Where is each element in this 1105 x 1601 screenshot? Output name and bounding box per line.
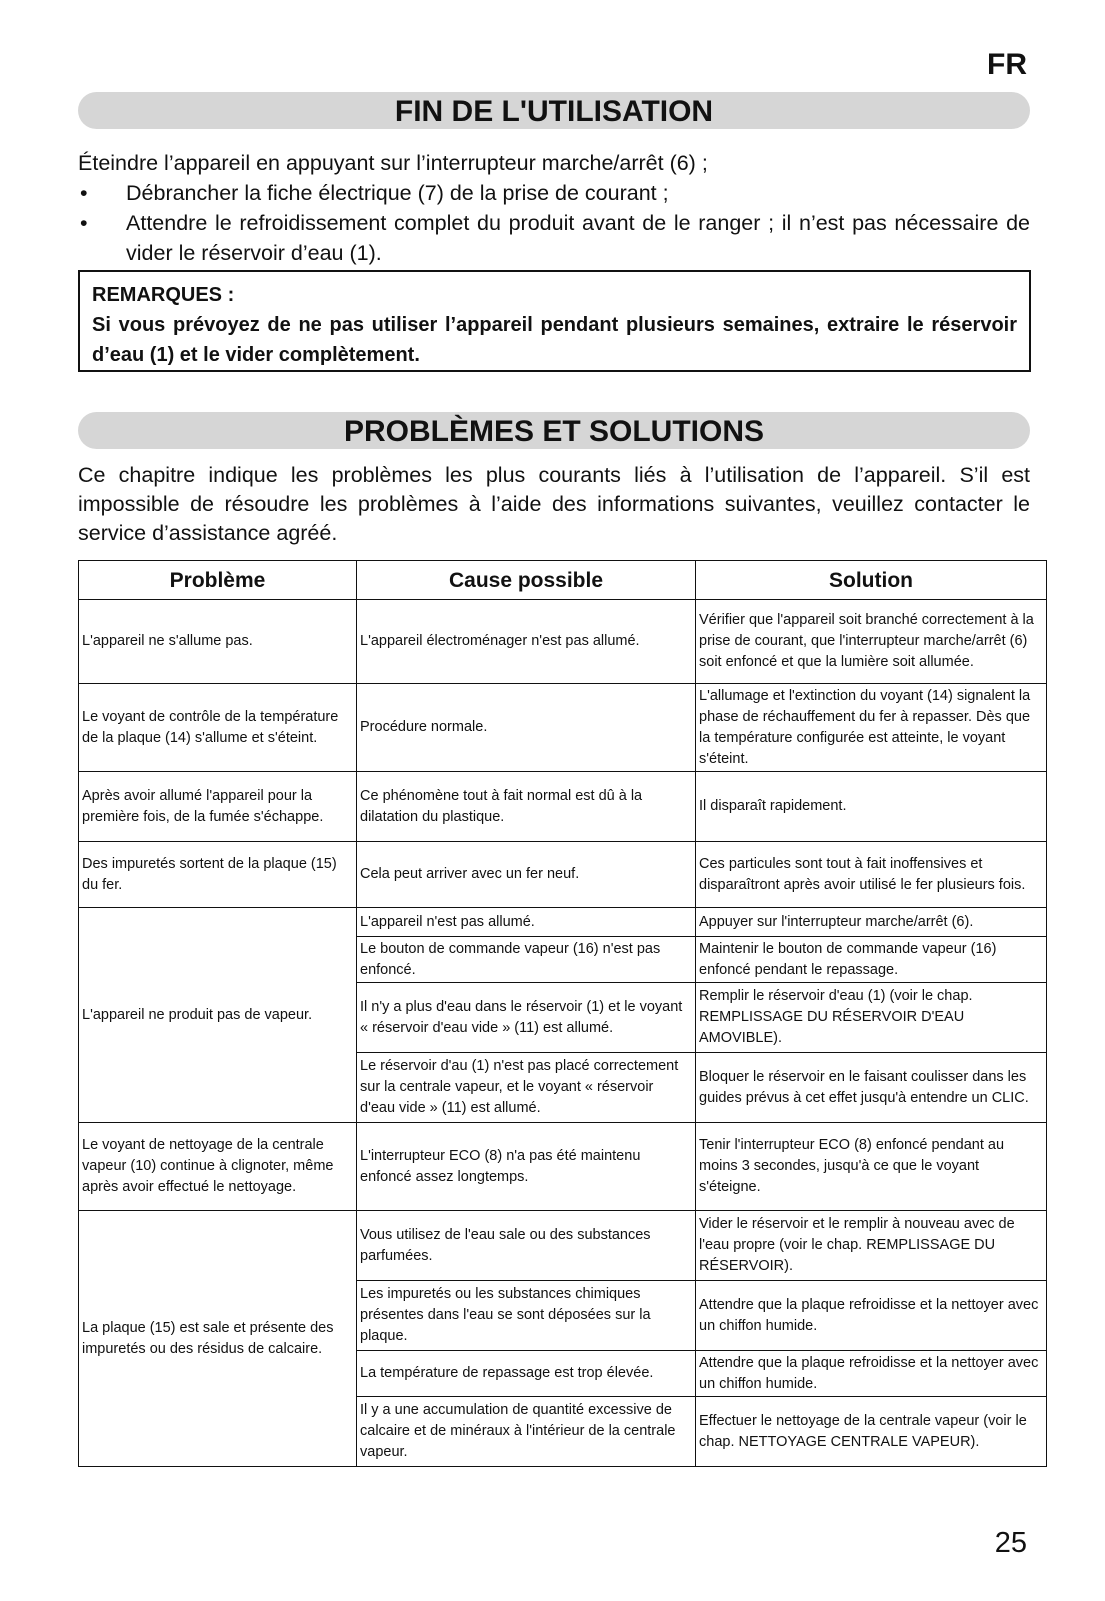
remarks-text: Si vous prévoyez de ne pas utiliser l’appareil pendant plusieurs semaines, extraire le réservoir d’eau (1) et le vider complètement. — [92, 314, 1017, 366]
problem-cell: Le voyant de contrôle de la température de la plaque (14) s'allume et s'éteint. — [79, 684, 357, 772]
bullet-item — [78, 178, 1030, 208]
table-row — [79, 908, 1047, 937]
table-row — [79, 684, 1047, 772]
solution-cell: Attendre que la plaque refroidisse et la nettoyer avec un chiffon humide. — [696, 1281, 1047, 1351]
cause-cell: Procédure normale. — [357, 684, 696, 772]
cause-cell: L'interrupteur ECO (8) n'a pas été maintenu enfoncé assez longtemps. — [357, 1123, 696, 1211]
bullet-glyph: • — [80, 211, 88, 235]
solution-cell: L'allumage et l'extinction du voyant (14) signalent la phase de réchauffement du fer à repasser. Dès que la température configurée est atteinte, le voyant s'éteint. — [696, 684, 1047, 772]
solution-cell: Tenir l'interrupteur ECO (8) enfoncé pendant au moins 3 secondes, jusqu'à ce que le voyant s'éteigne. — [696, 1123, 1047, 1211]
usage-end-instructions — [78, 148, 1030, 268]
page-number: 25 — [994, 1527, 1027, 1559]
remarks-box — [78, 270, 1031, 372]
solution-cell: Bloquer le réservoir en le faisant coulisser dans les guides prévus à cet effet jusqu'à entendre un CLIC. — [696, 1053, 1047, 1123]
cause-cell: Il n'y a plus d'eau dans le réservoir (1) et le voyant « réservoir d'eau vide » (11) est allumé. — [357, 983, 696, 1053]
solution-cell: Effectuer le nettoyage de la centrale vapeur (voir le chap. NETTOYAGE CENTRALE VAPEUR). — [696, 1397, 1047, 1467]
cause-cell: L'appareil électroménager n'est pas allumé. — [357, 600, 696, 684]
problem-cell: L'appareil ne produit pas de vapeur. — [79, 908, 357, 1123]
remarks-title: REMARQUES : — [92, 284, 235, 306]
header-problem: Problème — [79, 561, 357, 600]
section-title-fin-utilisation: FIN DE L'UTILISATION — [78, 92, 1030, 129]
table-row — [79, 1123, 1047, 1211]
problem-cell: Des impuretés sortent de la plaque (15) du fer. — [79, 842, 357, 908]
solution-cell: Il disparaît rapidement. — [696, 772, 1047, 842]
table-row — [79, 1211, 1047, 1281]
problem-cell: Le voyant de nettoyage de la centrale vapeur (10) continue à clignoter, même après avoir effectué le nettoyage. — [79, 1123, 357, 1211]
solution-cell: Vider le réservoir et le remplir à nouveau avec de l'eau propre (voir le chap. REMPLISSAGE DU RÉSERVOIR). — [696, 1211, 1047, 1281]
solution-cell: Maintenir le bouton de commande vapeur (16) enfoncé pendant le repassage. — [696, 937, 1047, 983]
cause-cell: L'appareil n'est pas allumé. — [357, 908, 696, 937]
intro-line: Éteindre l’appareil en appuyant sur l’interrupteur marche/arrêt (6) ; — [78, 151, 708, 175]
solution-cell: Ces particules sont tout à fait inoffensives et disparaîtront après avoir utilisé le fer plusieurs fois. — [696, 842, 1047, 908]
cause-cell: Les impuretés ou les substances chimiques présentes dans l'eau se sont déposées sur la plaque. — [357, 1281, 696, 1351]
problem-cell: Après avoir allumé l'appareil pour la première fois, de la fumée s'échappe. — [79, 772, 357, 842]
cause-cell: Ce phénomène tout à fait normal est dû à la dilatation du plastique. — [357, 772, 696, 842]
problem-cell: La plaque (15) est sale et présente des impuretés ou des résidus de calcaire. — [79, 1211, 357, 1467]
cause-cell: Le bouton de commande vapeur (16) n'est pas enfoncé. — [357, 937, 696, 983]
header-solution: Solution — [696, 561, 1047, 600]
solution-cell: Vérifier que l'appareil soit branché correctement à la prise de courant, que l'interrupteur marche/arrêt (6) soit enfoncé et que la lumière soit allumée. — [696, 600, 1047, 684]
cause-cell: Vous utilisez de l'eau sale ou des substances parfumées. — [357, 1211, 696, 1281]
section-title-problemes-solutions: PROBLÈMES ET SOLUTIONS — [78, 412, 1030, 449]
table-body — [79, 600, 1047, 1467]
table-header-row — [79, 561, 1047, 600]
table-row — [79, 842, 1047, 908]
cause-cell: La température de repassage est trop élevée. — [357, 1351, 696, 1397]
bullet-item — [78, 208, 1030, 268]
language-label: FR — [987, 48, 1027, 81]
bullet-glyph: • — [80, 181, 88, 205]
bullet-text: Attendre le refroidissement complet du produit avant de le ranger ; il n’est pas nécessaire de vider le réservoir d’eau (1). — [126, 211, 1030, 265]
problem-cell: L'appareil ne s'allume pas. — [79, 600, 357, 684]
solution-cell: Remplir le réservoir d'eau (1) (voir le chap. REMPLISSAGE DU RÉSERVOIR D'EAU AMOVIBLE). — [696, 983, 1047, 1053]
troubleshooting-intro: Ce chapitre indique les problèmes les plus courants liés à l’utilisation de l’appareil. S’il est impossible de résoudre les problèmes à l’aide des informations suivantes, veuillez contacter le service d’assistance agréé. — [78, 463, 1030, 545]
cause-cell: Il y a une accumulation de quantité excessive de calcaire et de minéraux à l'intérieur de la centrale vapeur. — [357, 1397, 696, 1467]
cause-cell: Le réservoir d'au (1) n'est pas placé correctement sur la centrale vapeur, et le voyant « réservoir d'eau vide » (11) est allumé. — [357, 1053, 696, 1123]
bullet-text: Débrancher la fiche électrique (7) de la prise de courant ; — [126, 181, 669, 205]
table-row — [79, 772, 1047, 842]
table-row — [79, 600, 1047, 684]
cause-cell: Cela peut arriver avec un fer neuf. — [357, 842, 696, 908]
solution-cell: Attendre que la plaque refroidisse et la nettoyer avec un chiffon humide. — [696, 1351, 1047, 1397]
troubleshooting-table — [78, 560, 1047, 1467]
solution-cell: Appuyer sur l'interrupteur marche/arrêt (6). — [696, 908, 1047, 937]
header-cause: Cause possible — [357, 561, 696, 600]
